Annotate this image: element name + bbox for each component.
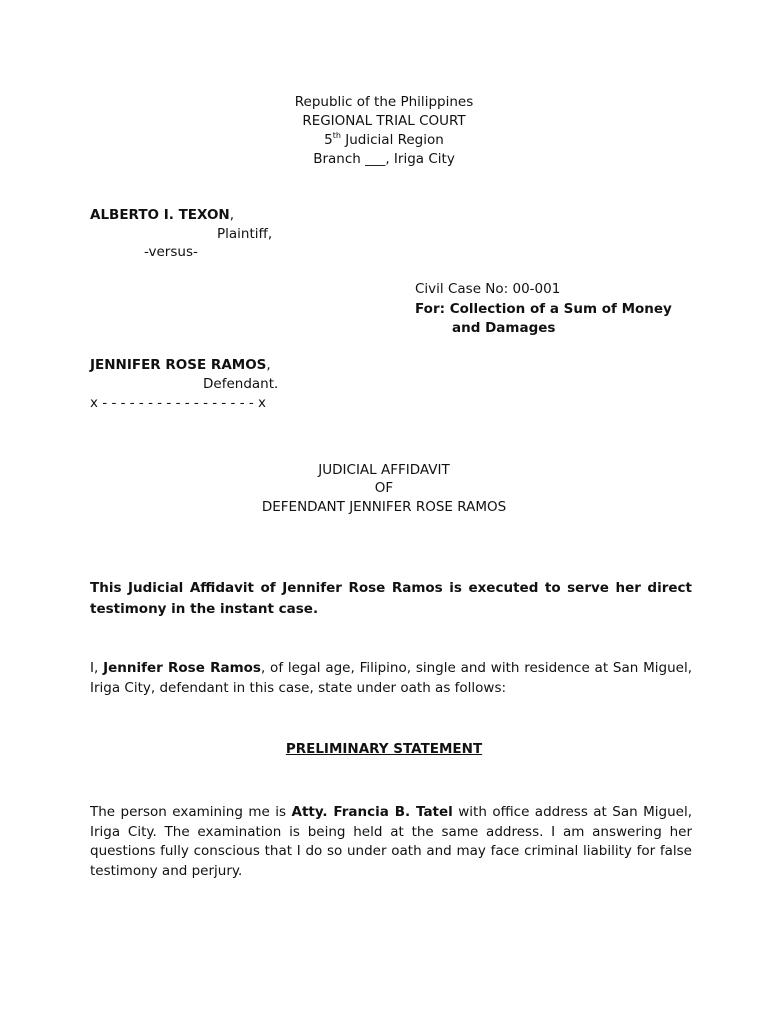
preliminary-prefix: The person examining me is — [90, 804, 292, 820]
defendant-role: Defendant. — [203, 376, 279, 392]
affiant-paragraph — [90, 659, 692, 698]
case-for-line1: For: Collection of a Sum of Money — [415, 301, 672, 317]
plaintiff-role: Plaintiff, — [217, 226, 273, 242]
defendant-name: JENNIFER ROSE RAMOS — [90, 357, 267, 373]
header-region — [0, 131, 768, 150]
defendant-comma: , — [266, 357, 271, 373]
examiner-name: Atty. Francia B. Tatel — [291, 804, 453, 820]
plaintiff-line — [90, 206, 234, 225]
plaintiff-name: ALBERTO I. TEXON — [90, 207, 230, 223]
affiant-name: Jennifer Rose Ramos — [103, 660, 261, 676]
caption-separator: x - - - - - - - - - - - - - - - - - x — [90, 395, 267, 411]
title-line3: DEFENDANT JENNIFER ROSE RAMOS — [261, 499, 507, 515]
defendant-line — [90, 356, 271, 375]
affiant-prefix: I, — [90, 660, 104, 676]
preliminary-paragraph — [90, 803, 692, 881]
header-republic: Republic of the Philippines — [294, 94, 474, 110]
title-line1: JUDICIAL AFFIDAVIT — [318, 462, 450, 478]
case-number: Civil Case No: 00-001 — [415, 281, 561, 297]
title-line2: OF — [374, 480, 394, 496]
affiant-rest: , of legal age, Filipino, single and with residence at San Miguel, Iriga City, defendant in this case, state under oath as follows: — [90, 660, 692, 696]
versus-label: -versus- — [144, 244, 198, 260]
case-for-line2: and Damages — [452, 320, 556, 336]
region-number: 5 — [324, 132, 333, 148]
section-heading: PRELIMINARY STATEMENT — [285, 741, 483, 757]
region-rest: Judicial Region — [340, 132, 444, 148]
plaintiff-comma: , — [229, 207, 235, 223]
preliminary-rest: with office address at San Miguel, Iriga City. The examination is being held at the same address. I am answering her questions fully conscious that I do so under oath and may face criminal liability for false testimony and perjury. — [90, 804, 693, 879]
header-court: REGIONAL TRIAL COURT — [302, 113, 466, 129]
intro-paragraph: This Judicial Affidavit of Jennifer Rose Ramos is executed to serve her direct testimony in the instant case. — [90, 580, 692, 617]
region-suffix: th — [332, 131, 341, 140]
header-branch: Branch ___, Iriga City — [313, 151, 455, 167]
